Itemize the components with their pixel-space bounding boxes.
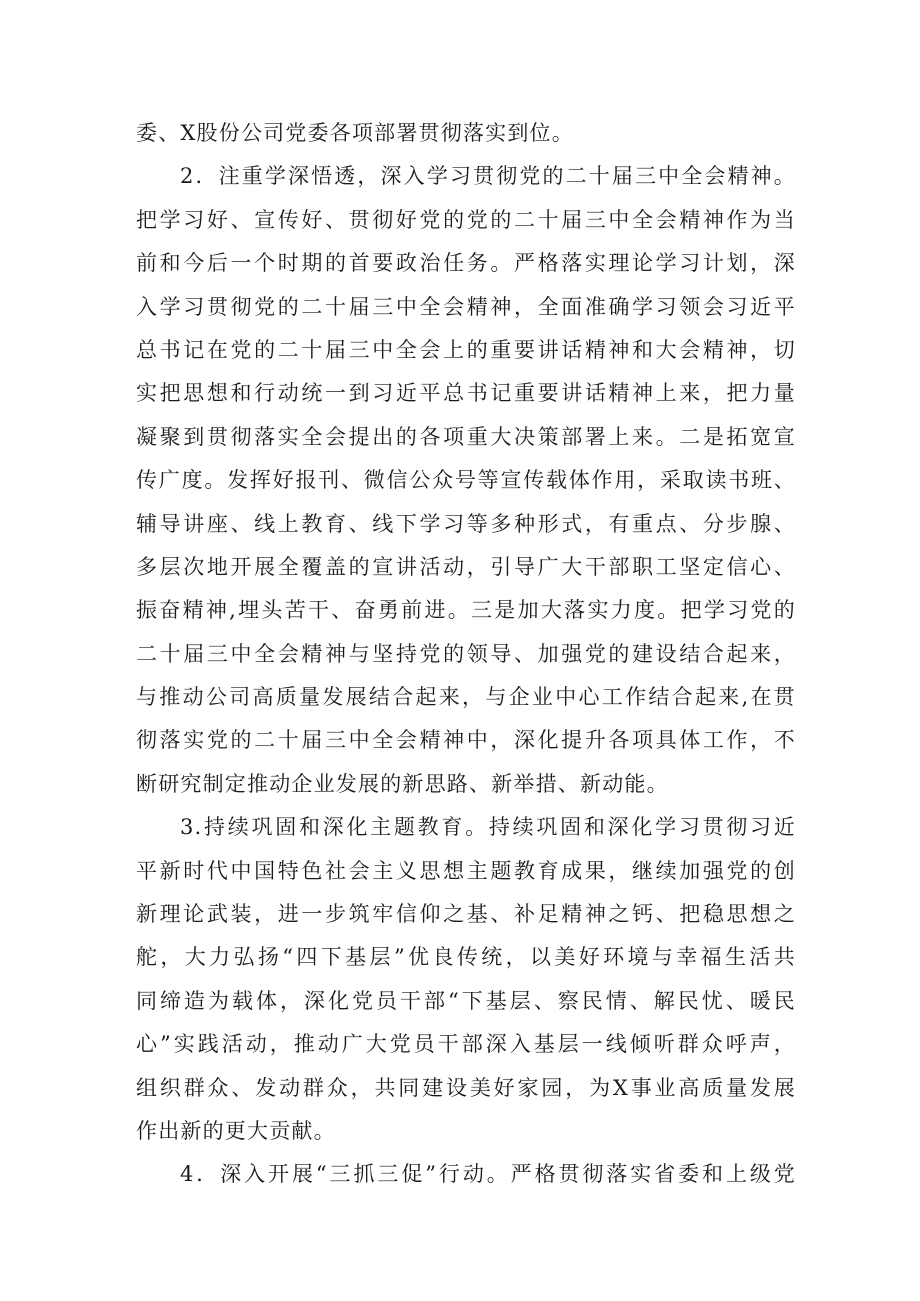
text-line: 多层次地开展全覆盖的宣讲活动，引导广大干部职工坚定信心、 [136, 554, 796, 579]
text-line: 组织群众、发动群众，共同建设美好家园，为X事业高质量发展 [136, 1075, 796, 1100]
text-line: 心”实践活动，推动广大党员干部深入基层一线倾听群众呼声， [136, 1032, 796, 1057]
text-line: 委、X股份公司党委各项部署贯彻落实到位。 [136, 121, 574, 145]
text-line: 新理论武装，进一步筑牢信仰之基、补足精神之钙、把稳思想之 [136, 902, 796, 927]
text-line: 与推动公司高质量发展结合起来，与企业中心工作结合起来,在贯 [136, 685, 796, 710]
text-line: 二十届三中全会精神与坚持党的领导、加强党的建设结合起来， [136, 641, 796, 666]
text-line: 辅导讲座、线上教育、线下学习等多种形式，有重点、分步腺、 [136, 511, 796, 536]
text-line: 入学习贯彻党的二十届三中全会精神，全面准确学习领会习近平 [136, 294, 796, 319]
text-line: 振奋精神,埋头苦干、奋勇前进。三是加大落实力度。把学习党的 [136, 598, 796, 623]
text-line: 把学习好、宣传好、贯彻好党的党的二十届三中全会精神作为当 [136, 207, 796, 232]
text-line: 彻落实党的二十届三中全会精神中，深化提升各项具体工作，不 [136, 728, 796, 753]
text-line: 同缔造为载体，深化党员干部“下基层、察民情、解民忧、暖民 [136, 988, 796, 1013]
text-line: 总书记在党的二十届三中全会上的重要讲话精神和大会精神，切 [136, 337, 796, 362]
text-line: 传广度。发挥好报刊、微信公众号等宣传载体作用，采取读书班、 [136, 468, 796, 493]
text-line: 作出新的更大贡献。 [136, 1118, 336, 1143]
text-line: 实把思想和行动统一到习近平总书记重要讲话精神上来，把力量 [136, 381, 796, 406]
text-line: 3.持续巩固和深化主题教育。持续巩固和深化学习贯彻习近 [180, 815, 796, 840]
text-line: 舵，大力弘扬“四下基层”优良传统，以美好环境与幸福生活共 [136, 945, 796, 970]
text-line: 2．注重学深悟透，深入学习贯彻党的二十届三中全会精神。 [180, 164, 796, 189]
text-line: 4．深入开展“三抓三促”行动。严格贯彻落实省委和上级党 [180, 1162, 796, 1187]
document-body [136, 112, 796, 1197]
text-line: 凝聚到贯彻落实全会提出的各项重大决策部署上来。二是拓宽宣 [136, 424, 796, 449]
text-line: 平新时代中国特色社会主义思想主题教育成果，继续加强党的创 [136, 858, 796, 883]
text-line: 断研究制定推动企业发展的新思路、新举措、新动能。 [136, 771, 669, 796]
text-line: 前和今后一个时期的首要政治任务。严格落实理论学习计划，深 [136, 251, 796, 276]
